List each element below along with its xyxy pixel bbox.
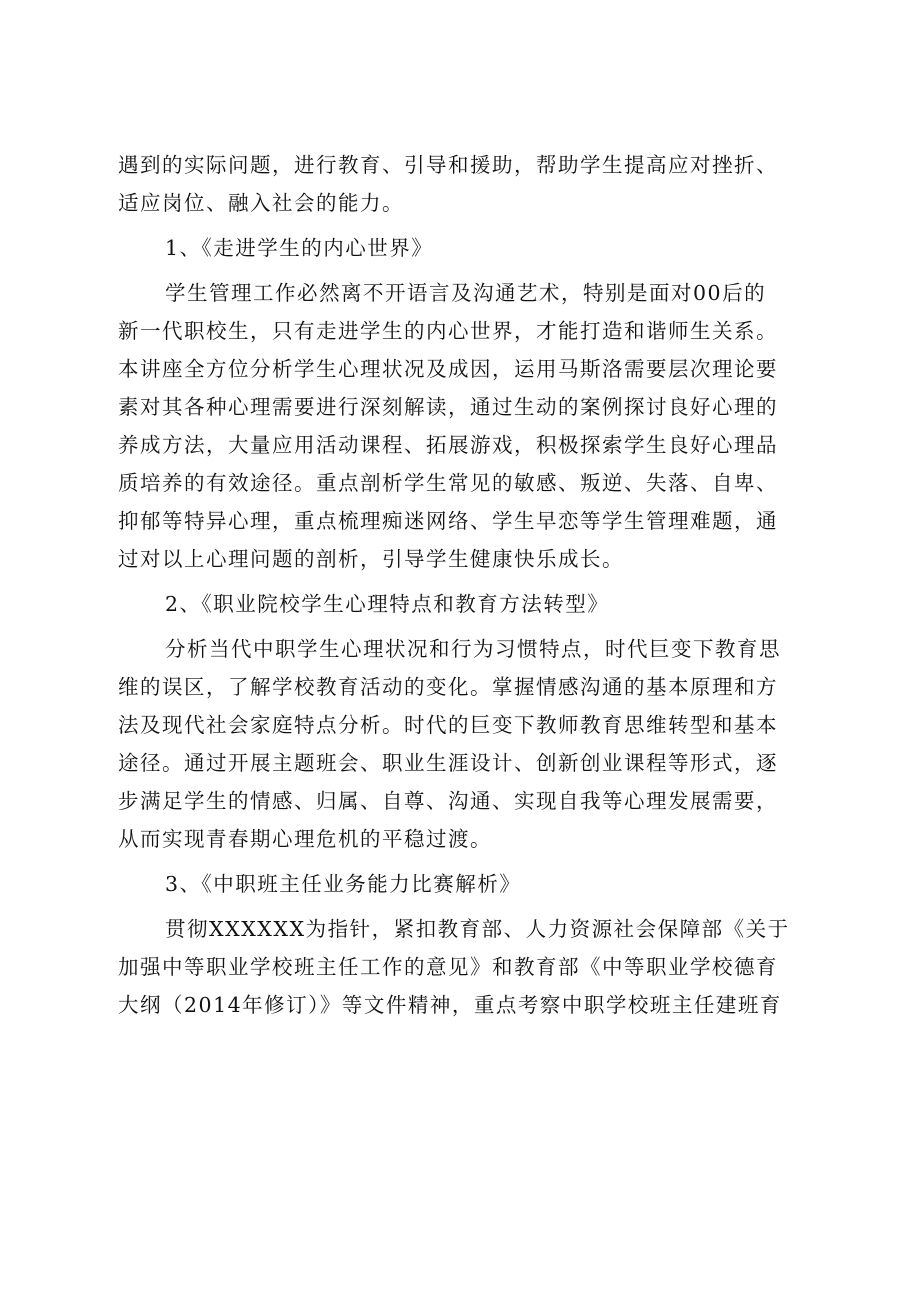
text-line: 过对以上心理问题的剖析，引导学生健康快乐成长。 — [118, 547, 624, 571]
section-paragraph — [118, 274, 818, 578]
text-line: 素对其各种心理需要进行深刻解读，通过生动的案例探讨良好心理的 — [118, 395, 778, 419]
section-heading: 1、《走进学生的内心世界》 — [165, 236, 434, 260]
text-line: 法及现代社会家庭特点分析。时代的巨变下教师教育思维转型和基本 — [118, 713, 778, 737]
section-heading: 2、《职业院校学生心理特点和教育方法转型》 — [165, 592, 610, 616]
document-body — [118, 146, 818, 1031]
text-line: 途径。通过开展主题班会、职业生涯设计、创新创业课程等形式，逐 — [118, 751, 778, 775]
text-line: 维的误区，了解学校教育活动的变化。掌握情感沟通的基本原理和方 — [118, 675, 778, 699]
text-line: 适应岗位、融入社会的能力。 — [118, 191, 404, 215]
section-paragraph — [118, 630, 818, 858]
section-paragraph — [118, 910, 818, 1024]
text-line: 步满足学生的情感、归属、自尊、沟通、实现自我等心理发展需要， — [118, 789, 778, 813]
text-line: 从而实现青春期心理危机的平稳过渡。 — [118, 827, 492, 851]
section-heading: 3、《中职班主任业务能力比赛解析》 — [165, 872, 522, 896]
text-line: 贯彻XXXXXX为指针，紧扣教育部、人力资源社会保障部《关于 — [165, 917, 790, 941]
text-line: 大纲（2014年修订）》等文件精神，重点考察中职学校班主任建班育 — [118, 993, 782, 1017]
text-line: 学生管理工作必然离不开语言及沟通艺术，特别是面对00后的 — [165, 281, 767, 305]
intro-paragraph — [118, 146, 818, 222]
text-line: 加强中等职业学校班主任工作的意见》和教育部《中等职业学校德育 — [118, 955, 778, 979]
text-line: 本讲座全方位分析学生心理状况及成因，运用马斯洛需要层次理论要 — [118, 357, 778, 381]
text-line: 遇到的实际问题，进行教育、引导和援助，帮助学生提高应对挫折、 — [118, 153, 778, 177]
text-line: 养成方法，大量应用活动课程、拓展游戏，积极探索学生良好心理品 — [118, 433, 778, 457]
text-line: 新一代职校生，只有走进学生的内心世界，才能打造和谐师生关系。 — [118, 319, 778, 343]
text-line: 抑郁等特异心理，重点梳理痴迷网络、学生早恋等学生管理难题，通 — [118, 509, 778, 533]
text-line: 分析当代中职学生心理状况和行为习惯特点，时代巨变下教育思 — [165, 637, 781, 661]
text-line: 质培养的有效途径。重点剖析学生常见的敏感、叛逆、失落、自卑、 — [118, 471, 778, 495]
